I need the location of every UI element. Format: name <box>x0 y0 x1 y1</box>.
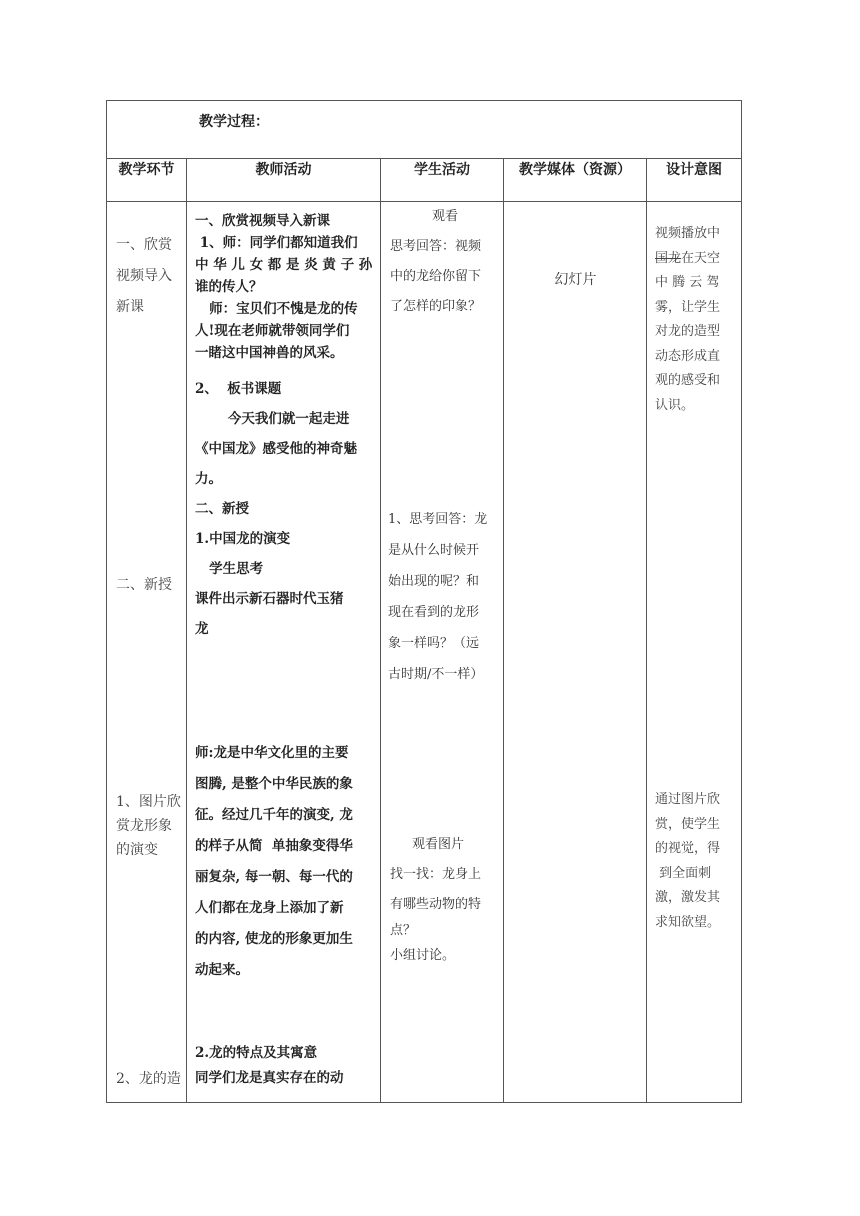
title-row <box>107 101 742 159</box>
student-c-line-3: 有哪些动物的特 <box>390 897 482 912</box>
teacher-line-23: 的内容, 使龙的形象更加生 <box>195 931 353 947</box>
teacher-line-12: 二、新授 <box>195 501 249 517</box>
student-cell <box>381 202 504 1103</box>
student-a-line-2: 思考回答：视频 <box>390 239 482 254</box>
student-a-line-3: 中的龙给你留下 <box>390 269 482 284</box>
teacher-line-1: 一、欣赏视频导入新课 <box>195 213 330 229</box>
header-intent: 设计意图 <box>647 159 742 202</box>
student-c-line-2: 找一找：龙身上 <box>390 867 482 882</box>
header-stage: 教学环节 <box>107 159 187 202</box>
media-slides: 幻灯片 <box>554 272 597 288</box>
title-cell <box>107 101 742 159</box>
intent-b-line-1: 通过图片欣 <box>655 792 721 807</box>
teacher-line-3: 中 华 儿 女 都 是 炎 黄 子 孙 <box>195 257 373 273</box>
intent-b-line-4: 到全面刺 <box>655 865 712 881</box>
stage-1-line-1: 一、欣赏 <box>116 237 172 253</box>
intent-b-line-6: 求知欲望。 <box>655 914 721 930</box>
teacher-line-8: 2、 板书课题 <box>195 381 282 397</box>
teacher-line-9: 今天我们就一起走进 <box>195 411 350 427</box>
teacher-cell <box>187 202 381 1103</box>
teacher-line-13: 1.中国龙的演变 <box>195 531 291 547</box>
stage-1-line-2: 视频导入 <box>116 268 172 284</box>
intent-b-line-5: 激，激发其 <box>655 890 721 905</box>
stage-cell <box>107 202 187 1103</box>
teacher-line-21: 丽复杂, 每一朝、每一代的 <box>195 869 353 885</box>
student-b-line-6: 古时期/不一样） <box>388 667 484 682</box>
media-cell <box>504 202 647 1103</box>
teacher-line-14: 学生思考 <box>195 561 264 577</box>
teacher-line-5: 师：宝贝们不愧是龙的传 <box>195 301 358 317</box>
teacher-line-2: 1、师：同学们都知道我们 <box>195 235 358 251</box>
intent-a-line-7: 观的感受和 <box>655 373 721 388</box>
header-teacher: 教师活动 <box>187 159 381 202</box>
student-b-line-1: 1、思考回答：龙 <box>388 512 488 527</box>
student-b-line-5: 象一样吗？（远 <box>388 636 480 651</box>
stage-3-line-3: 的演变 <box>116 842 158 858</box>
intent-a-line-6: 动态形成直 <box>655 348 721 364</box>
student-c-line-4: 点？ <box>390 923 417 938</box>
student-b-line-4: 现在看到的龙形 <box>388 605 480 620</box>
student-b-line-3: 始出现的呢？和 <box>388 574 480 589</box>
header-media: 教学媒体（资源） <box>504 159 647 202</box>
header-row <box>107 159 742 202</box>
teacher-line-24: 动起来。 <box>195 962 249 978</box>
intent-a-line-4: 雾，让学生 <box>655 299 721 315</box>
teacher-line-22: 人们都在龙身上添加了新 <box>195 900 344 916</box>
student-a-line-1: 观看 <box>431 209 458 224</box>
teacher-line-6: 人!现在老师就带领同学们 <box>195 323 350 339</box>
teacher-line-17: 师:龙是中华文化里的主要 <box>195 745 349 761</box>
teacher-line-20: 的样子从简 单抽象变得华 <box>195 838 353 854</box>
intent-a-line-3: 中 腾 云 驾 <box>655 275 720 290</box>
header-student: 学生活动 <box>381 159 504 202</box>
intent-a-line-5: 对龙的造型 <box>655 324 721 339</box>
intent-a-line-8: 认识。 <box>655 397 695 413</box>
teacher-line-26: 同学们龙是真实存在的动 <box>195 1070 344 1086</box>
section-title: 教学过程： <box>199 114 269 130</box>
stage-3-line-2: 赏龙形象 <box>116 818 172 834</box>
intent-a-line-1: 视频播放中 <box>655 226 721 241</box>
intent-a-strike: 国龙 <box>655 250 682 266</box>
student-c-line-5: 小组讨论。 <box>390 948 456 963</box>
intent-b-line-2: 赏，使学生 <box>655 816 721 832</box>
teacher-line-16: 龙 <box>195 621 209 637</box>
teacher-line-25: 2.龙的特点及其寓意 <box>195 1045 318 1061</box>
stage-4: 2、龙的造 <box>116 1071 181 1087</box>
lesson-table <box>106 100 742 1103</box>
stage-2: 二、新授 <box>116 577 172 593</box>
student-a-line-4: 了怎样的印象？ <box>390 299 482 314</box>
stage-3-line-1: 1、图片欣 <box>116 794 181 810</box>
intent-a-line-2-rest: 在天空 <box>681 250 721 266</box>
teacher-line-19: 征。经过几千年的演变, 龙 <box>195 807 353 823</box>
teacher-line-4: 谁的传人？ <box>195 279 263 295</box>
teacher-line-15: 课件出示新石器时代玉猪 <box>195 591 344 607</box>
stage-1-line-3: 新课 <box>116 299 144 315</box>
content-row <box>107 202 742 1103</box>
intent-b-line-3: 的视觉，得 <box>655 841 721 856</box>
teacher-line-11: 力。 <box>195 471 222 487</box>
teacher-line-7: 一睹这中国神兽的风采。 <box>195 345 344 361</box>
teacher-line-10: 《中国龙》感受他的神奇魅 <box>195 441 357 457</box>
intent-cell <box>647 202 742 1103</box>
student-c-line-1: 观看图片 <box>412 837 465 852</box>
teacher-line-18: 图腾, 是整个中华民族的象 <box>195 776 353 792</box>
student-b-line-2: 是从什么时候开 <box>388 543 480 558</box>
intent-a-line-2 <box>655 247 720 272</box>
